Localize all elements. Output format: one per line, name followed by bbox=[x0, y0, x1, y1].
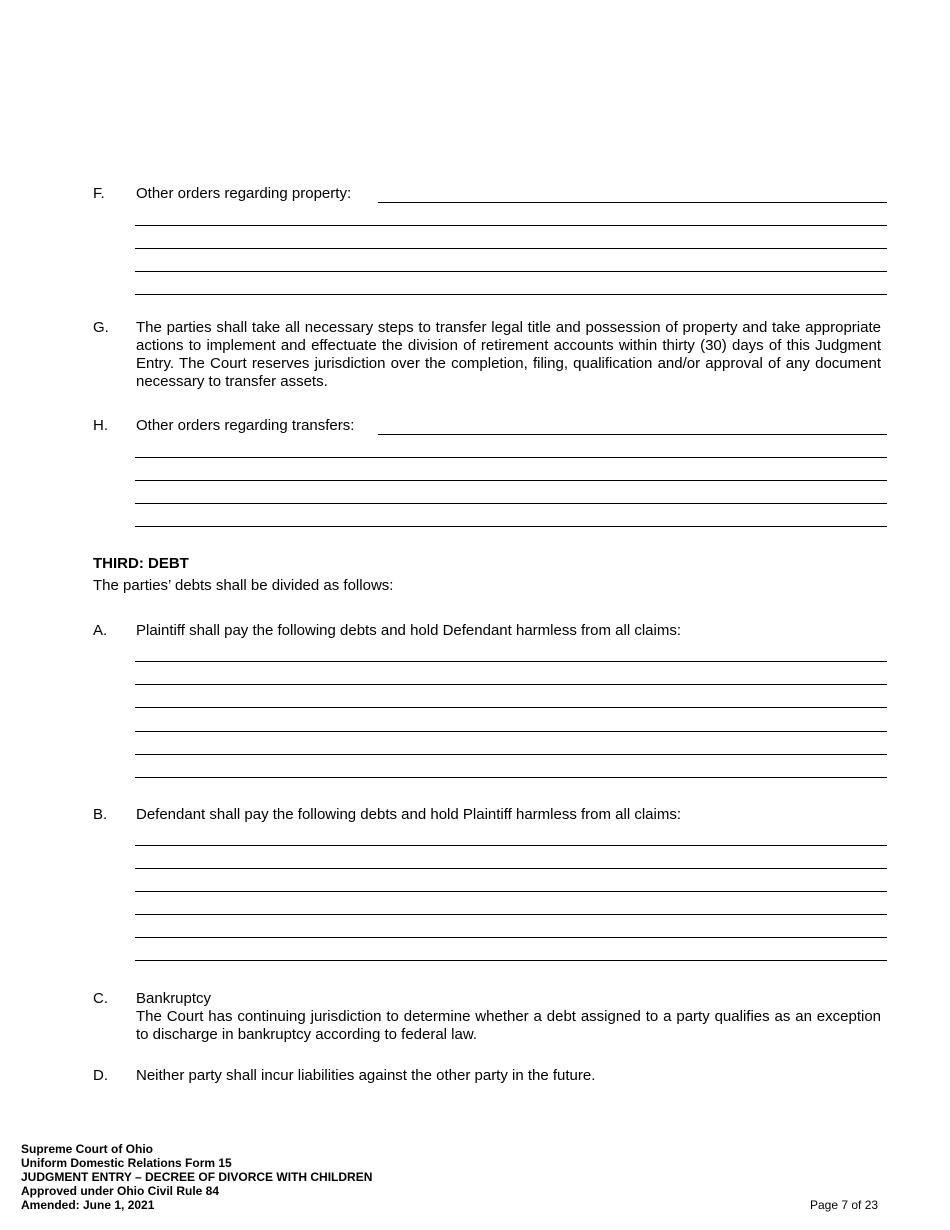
debt-d-text: Neither party shall incur liabilities against the other party in the future. bbox=[136, 1067, 596, 1084]
section-h-fill-line[interactable] bbox=[135, 457, 887, 458]
section-f-fill-line[interactable] bbox=[135, 294, 887, 295]
debt-b-text: Defendant shall pay the following debts and hold Plaintiff harmless from all claims: bbox=[136, 806, 682, 823]
debt-a-fill-line[interactable] bbox=[135, 707, 887, 708]
footer-title: JUDGMENT ENTRY – DECREE OF DIVORCE WITH CHILDREN bbox=[21, 1170, 373, 1184]
section-f-fill-line[interactable] bbox=[135, 248, 887, 249]
debt-b-fill-line[interactable] bbox=[135, 914, 887, 915]
debt-a-fill-line[interactable] bbox=[135, 754, 887, 755]
third-debt-intro: The parties’ debts shall be divided as follows: bbox=[93, 577, 394, 594]
page-number: Page 7 of 23 bbox=[810, 1198, 879, 1212]
section-h-letter: H. bbox=[93, 417, 108, 434]
debt-b-letter: B. bbox=[93, 806, 108, 823]
section-f-fill-line[interactable] bbox=[378, 202, 887, 203]
section-h-label: Other orders regarding transfers: bbox=[136, 417, 355, 434]
debt-b-fill-line[interactable] bbox=[135, 845, 887, 846]
footer-amended: Amended: June 1, 2021 bbox=[21, 1198, 155, 1212]
debt-d-letter: D. bbox=[93, 1067, 108, 1084]
section-f-label: Other orders regarding property: bbox=[136, 185, 352, 202]
debt-a-fill-line[interactable] bbox=[135, 661, 887, 662]
section-h-fill-line[interactable] bbox=[378, 434, 887, 435]
footer-approved: Approved under Ohio Civil Rule 84 bbox=[21, 1184, 220, 1198]
third-debt-heading: THIRD: DEBT bbox=[93, 555, 189, 572]
footer-form: Uniform Domestic Relations Form 15 bbox=[21, 1156, 232, 1170]
debt-a-fill-line[interactable] bbox=[135, 731, 887, 732]
debt-a-letter: A. bbox=[93, 622, 108, 639]
debt-a-fill-line[interactable] bbox=[135, 684, 887, 685]
section-f-fill-line[interactable] bbox=[135, 225, 887, 226]
debt-b-fill-line[interactable] bbox=[135, 868, 887, 869]
section-g-text: The parties shall take all necessary steps to transfer legal title and possession of property and take appropriate actions to implement and effectuate the division of retirement accounts within thirty (30) days of this Judgment Entry. The Court reserves jurisdiction over the completion, filing, qualification and/or approval of any document necessary to transfer assets. bbox=[136, 319, 881, 390]
section-h-fill-line[interactable] bbox=[135, 480, 887, 481]
section-h-fill-line[interactable] bbox=[135, 503, 887, 504]
debt-a-fill-line[interactable] bbox=[135, 777, 887, 778]
section-g-letter: G. bbox=[93, 319, 109, 336]
section-f-letter: F. bbox=[93, 185, 105, 202]
debt-b-fill-line[interactable] bbox=[135, 960, 887, 961]
section-h-fill-line[interactable] bbox=[135, 526, 887, 527]
debt-a-text: Plaintiff shall pay the following debts and hold Defendant harmless from all claims: bbox=[136, 622, 682, 639]
debt-c-text: The Court has continuing jurisdiction to determine whether a debt assigned to a party qualifies as an exception to discharge in bankruptcy according to federal law. bbox=[136, 1008, 881, 1043]
debt-b-fill-line[interactable] bbox=[135, 891, 887, 892]
debt-b-fill-line[interactable] bbox=[135, 937, 887, 938]
debt-c-letter: C. bbox=[93, 990, 108, 1007]
section-f-fill-line[interactable] bbox=[135, 271, 887, 272]
debt-c-title: Bankruptcy bbox=[136, 990, 212, 1007]
footer-court: Supreme Court of Ohio bbox=[21, 1142, 153, 1156]
